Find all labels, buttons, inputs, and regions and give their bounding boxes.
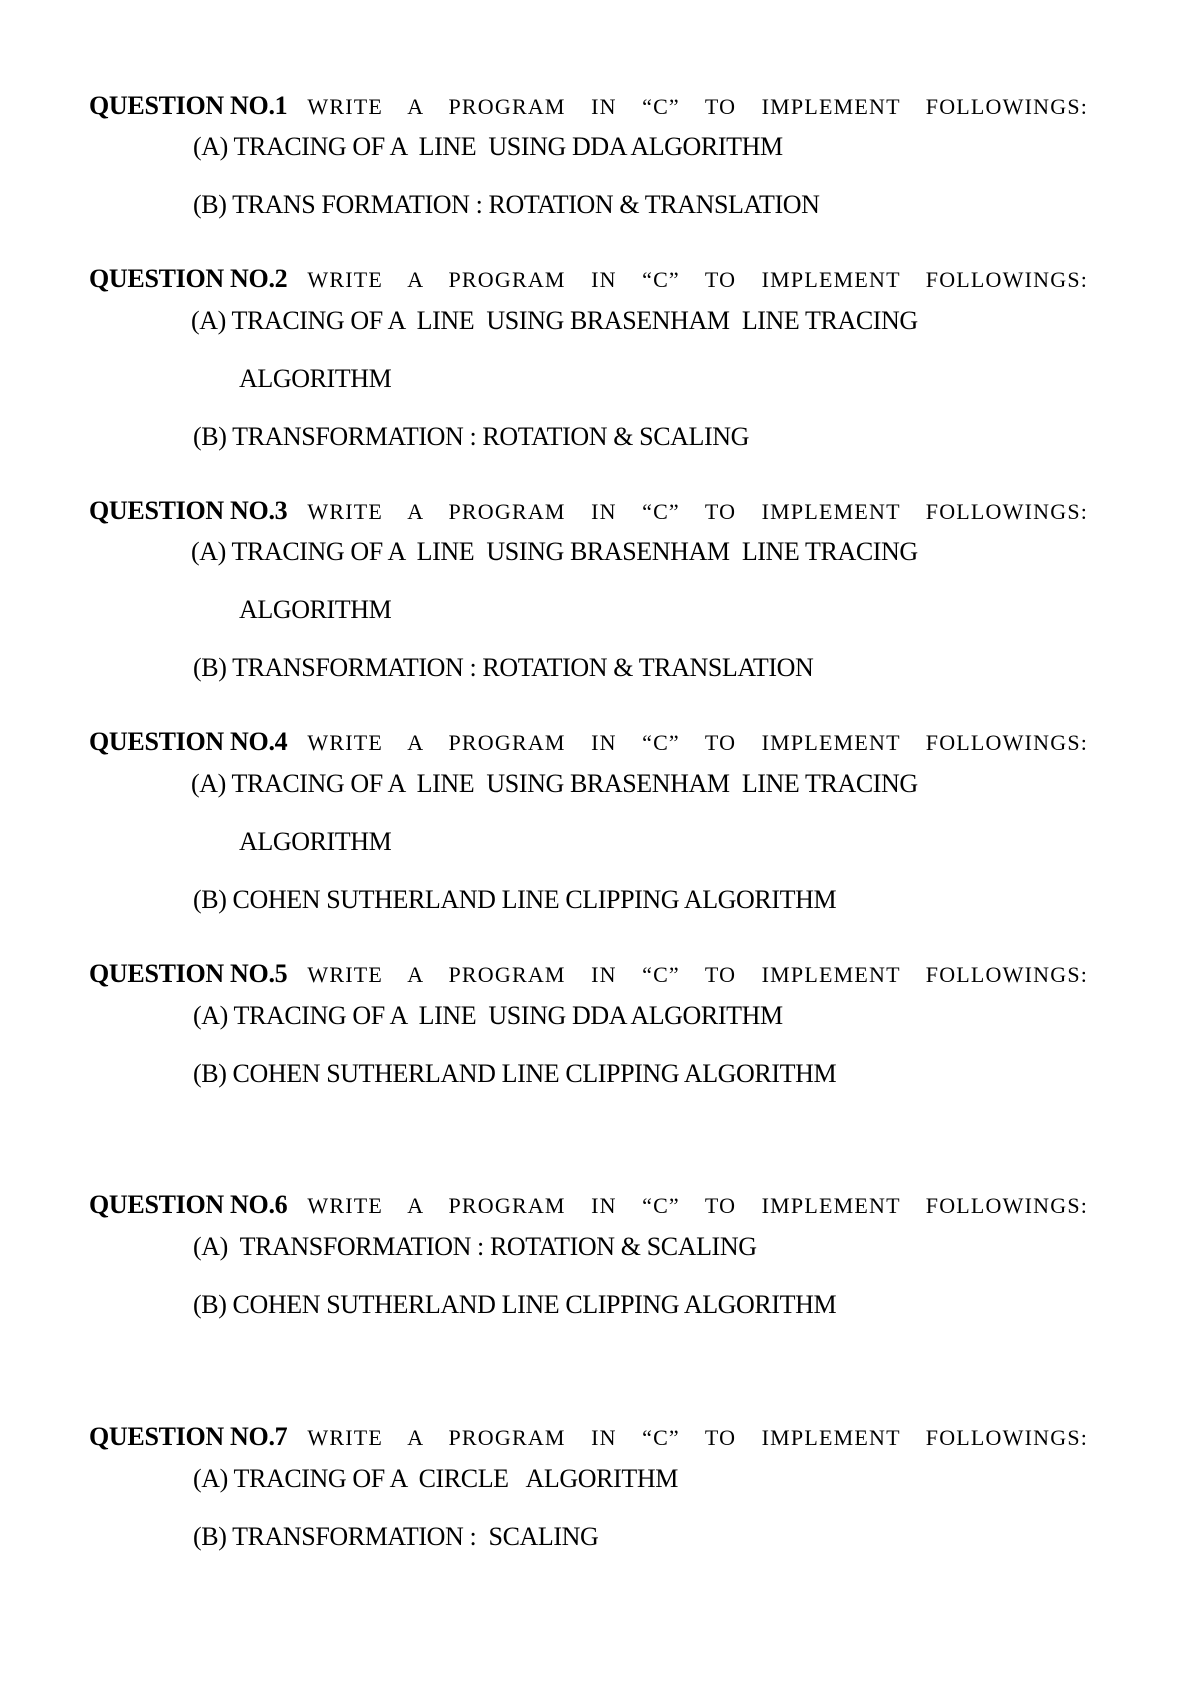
question-title: QUESTION NO.1 [89,91,288,120]
question-6-item-a: (A) TRANSFORMATION : ROTATION & SCALING [193,1232,757,1261]
question-instruction: WRITE A PROGRAM IN “C” TO IMPLEMENT FOLLOWINGS: [307,267,1089,292]
question-2-item-a-continuation: ALGORITHM [239,364,392,393]
question-1-item-a: (A) TRACING OF A LINE USING DDA ALGORITHM [193,132,783,161]
question-4-heading [73,713,1088,771]
question-title: QUESTION NO.7 [89,1422,288,1451]
question-4-item-b: (B) COHEN SUTHERLAND LINE CLIPPING ALGORITHM [193,885,837,914]
question-6-heading [73,1176,1088,1234]
question-7-heading [73,1408,1088,1466]
question-3-item-a-continuation: ALGORITHM [239,595,392,624]
question-title: QUESTION NO.3 [89,496,288,525]
question-2-heading [73,250,1088,308]
question-title: QUESTION NO.2 [89,264,288,293]
question-instruction: WRITE A PROGRAM IN “C” TO IMPLEMENT FOLLOWINGS: [307,1193,1089,1218]
question-instruction: WRITE A PROGRAM IN “C” TO IMPLEMENT FOLLOWINGS: [307,94,1089,119]
question-6-item-b: (B) COHEN SUTHERLAND LINE CLIPPING ALGORITHM [193,1290,837,1319]
question-5-item-b: (B) COHEN SUTHERLAND LINE CLIPPING ALGORITHM [193,1059,837,1088]
question-5-heading [73,945,1088,1003]
question-instruction: WRITE A PROGRAM IN “C” TO IMPLEMENT FOLLOWINGS: [307,499,1089,524]
question-1-item-b: (B) TRANS FORMATION : ROTATION & TRANSLATION [193,190,820,219]
question-2-item-a: (A) TRACING OF A LINE USING BRASENHAM LINE TRACING [191,306,918,335]
question-title: QUESTION NO.6 [89,1190,288,1219]
question-instruction: WRITE A PROGRAM IN “C” TO IMPLEMENT FOLLOWINGS: [307,730,1089,755]
question-instruction: WRITE A PROGRAM IN “C” TO IMPLEMENT FOLLOWINGS: [307,1425,1089,1450]
question-4-item-a: (A) TRACING OF A LINE USING BRASENHAM LINE TRACING [191,769,918,798]
question-3-item-a: (A) TRACING OF A LINE USING BRASENHAM LINE TRACING [191,537,918,566]
question-1-heading [73,77,1088,135]
question-2-item-b: (B) TRANSFORMATION : ROTATION & SCALING [193,422,750,451]
question-7-item-b: (B) TRANSFORMATION : SCALING [193,1522,599,1551]
question-title: QUESTION NO.5 [89,959,288,988]
question-5-item-a: (A) TRACING OF A LINE USING DDA ALGORITHM [193,1001,783,1030]
question-title: QUESTION NO.4 [89,727,288,756]
question-4-item-a-continuation: ALGORITHM [239,827,392,856]
question-7-item-a: (A) TRACING OF A CIRCLE ALGORITHM [193,1464,678,1493]
question-3-item-b: (B) TRANSFORMATION : ROTATION & TRANSLATION [193,653,814,682]
question-3-heading [73,482,1088,540]
question-instruction: WRITE A PROGRAM IN “C” TO IMPLEMENT FOLLOWINGS: [307,962,1089,987]
